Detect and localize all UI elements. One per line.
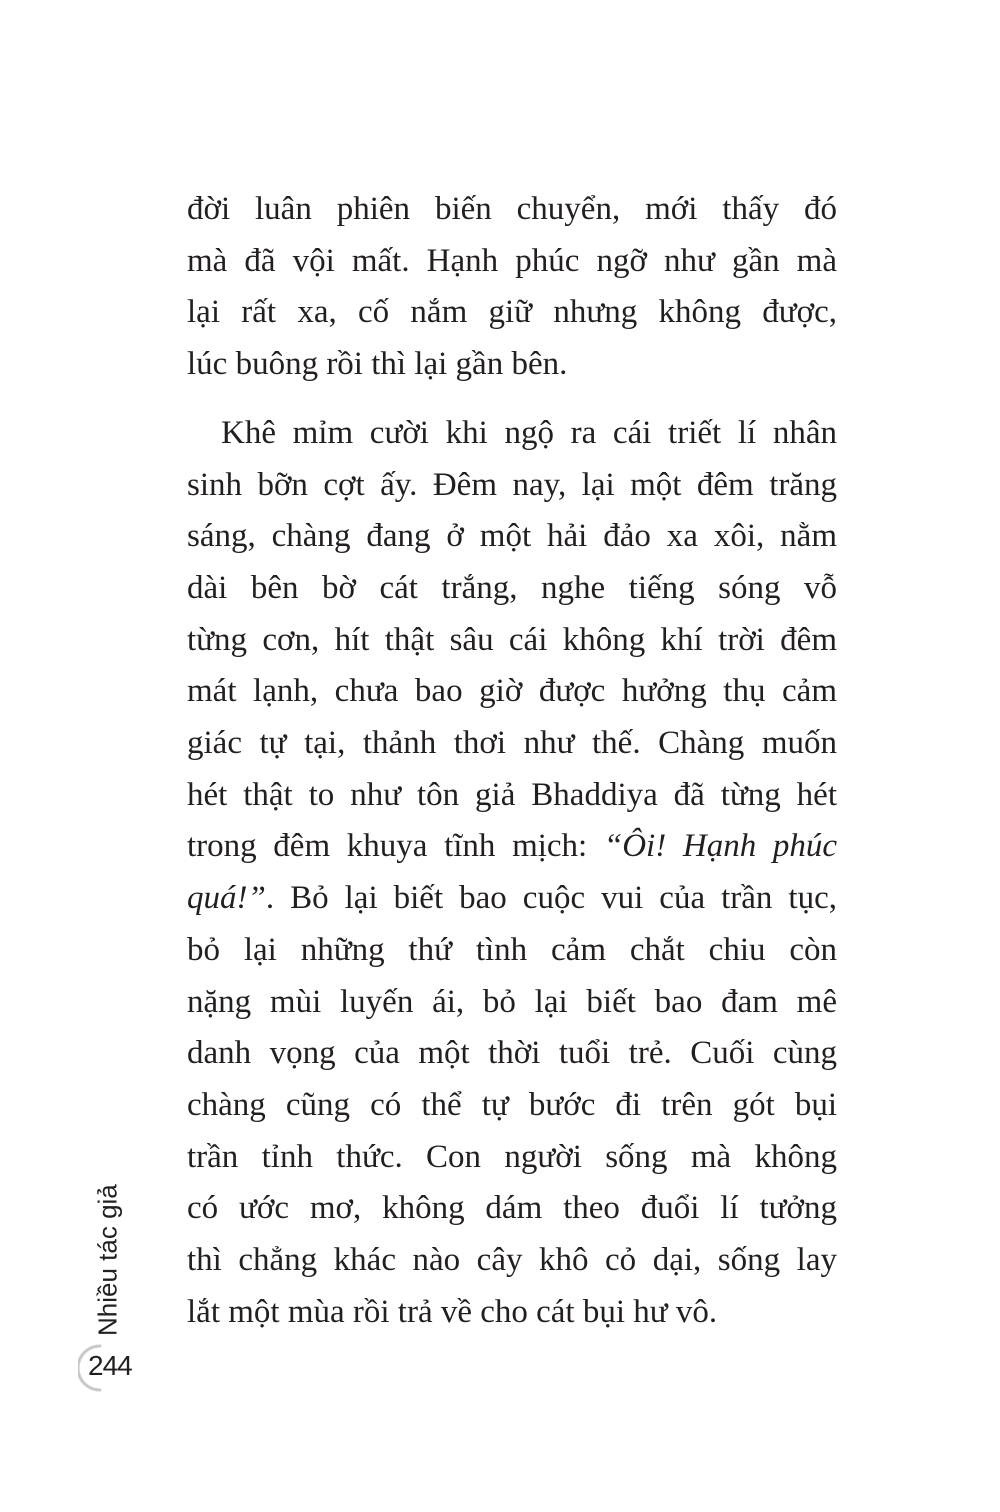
text-line: nặng mùi luyến ái, bỏ lại biết bao đam mê <box>187 983 837 1020</box>
page-number-block <box>78 1344 136 1392</box>
text-segment: trong đêm khuya tĩnh mịch: <box>187 828 604 865</box>
text-line: mà đã vội mất. Hạnh phúc ngỡ như gần mà <box>187 242 837 279</box>
text-line: giác tự tại, thảnh thơi như thế. Chàng muốn <box>187 725 837 762</box>
text-line: danh vọng của một thời tuổi trẻ. Cuối cùng <box>187 1035 837 1072</box>
text-segment: . Bỏ lại biết bao cuộc vui của trần tục, <box>265 880 837 917</box>
text-line <box>187 821 837 873</box>
text-line: lại rất xa, cố nắm giữ nhưng không được, <box>187 294 837 331</box>
text-line: từng cơn, hít thật sâu cái không khí trời đêm <box>187 621 837 658</box>
body-text <box>187 184 837 1338</box>
text-line: sinh bỡn cợt ấy. Đêm nay, lại một đêm trăng <box>187 466 837 503</box>
text-line: dài bên bờ cát trắng, nghe tiếng sóng vỗ <box>187 569 837 606</box>
text-line <box>187 873 837 925</box>
quoted-text: “Ôi! Hạnh phúc <box>603 828 837 865</box>
author-running-head: Nhiều tác giả <box>92 1184 123 1336</box>
text-line: có ước mơ, không dám theo đuổi lí tưởng <box>187 1190 837 1227</box>
text-line: hét thật to như tôn giả Bhaddiya đã từng hét <box>187 776 837 813</box>
text-line: trần tỉnh thức. Con người sống mà không <box>187 1138 837 1175</box>
text-line: mát lạnh, chưa bao giờ được hưởng thụ cảm <box>187 673 837 710</box>
text-line: sáng, chàng đang ở một hải đảo xa xôi, nằm <box>187 518 837 555</box>
text-line: chàng cũng có thể tự bước đi trên gót bụi <box>187 1086 837 1123</box>
quoted-text: quá!” <box>187 880 266 917</box>
text-line: đời luân phiên biến chuyển, mới thấy đó <box>187 191 837 227</box>
text-line: lắt một mùa rồi trả về cho cát bụi hư vô. <box>187 1293 718 1330</box>
text-line: bỏ lại những thứ tình cảm chắt chiu còn <box>187 931 837 968</box>
text-line: thì chẳng khác nào cây khô cỏ dại, sống lay <box>187 1242 837 1279</box>
text-line: Khê mỉm cười khi ngộ ra cái triết lí nhân <box>221 414 837 451</box>
page-number: 244 <box>88 1350 132 1381</box>
paragraph-gap <box>187 391 837 408</box>
text-line: lúc buông rồi thì lại gần bên. <box>187 346 568 383</box>
